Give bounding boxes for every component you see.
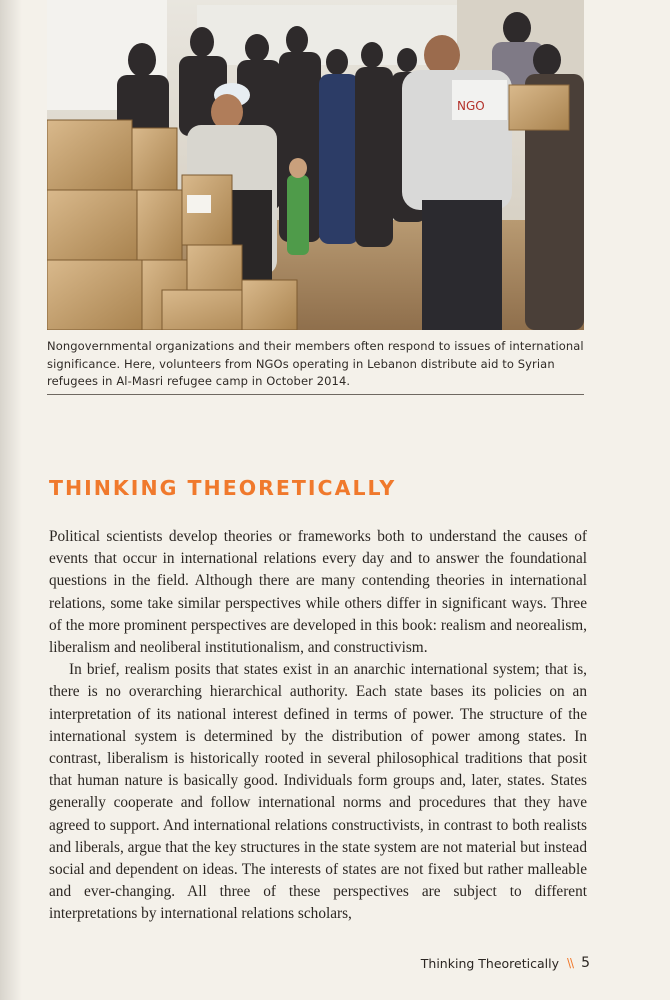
paragraph: In brief, realism posits that states exist in an anarchic international system; that is, there is no overarching hierarchical authority. Each state bases its policies on an interpretation of its national interest defined in terms of power. The structure of the international system is determined by the distribution of power among states. In contrast, liberalism is historically rooted in several philosophical traditions that posit that human nature is basically good. Individuals form groups and, later, states. States generally cooperate and follow international norms and procedures that they have agreed to support. And international relations constructivists, in contrast to both realists and liberals, argue that the key structures in the state system are not material but instead social and dependent on ideas. The interests of states are not fixed but rather malleable and ever-changing. All three of these perspectives are subject to different interpretations by international relations scholars,	[49, 661, 587, 923]
photo-caption: Nongovernmental organizations and their members often respond to issues of international significance. Here, volunteers from NGOs operating in Lebanon distribute aid to Syrian refugees in Al-Masri refugee camp in October 2014.	[47, 338, 584, 395]
running-title: Thinking Theoretically	[420, 955, 559, 971]
footer-separator: \\	[566, 956, 574, 970]
section-heading: THINKING THEORETICALLY	[49, 476, 397, 500]
page-edge-shadow	[0, 0, 22, 1000]
refugee-aid-photo	[47, 0, 584, 330]
page-footer	[421, 955, 590, 971]
svg-text:NGO: NGO	[457, 99, 485, 113]
page-number: 5	[581, 955, 590, 971]
body-text	[49, 526, 587, 926]
paragraph: Political scientists develop theories or frameworks both to understand the causes of events that occur in international relations every day and to answer the foundational questions in the field. Although there are many contending theories in international relations, some take similar perspectives while others differ in significant ways. Three of the more prominent perspectives are developed in this book: realism and neorealism, liberalism and neoliberal institutionalism, and constructivism.	[49, 528, 587, 657]
photo-illustration	[47, 0, 584, 330]
